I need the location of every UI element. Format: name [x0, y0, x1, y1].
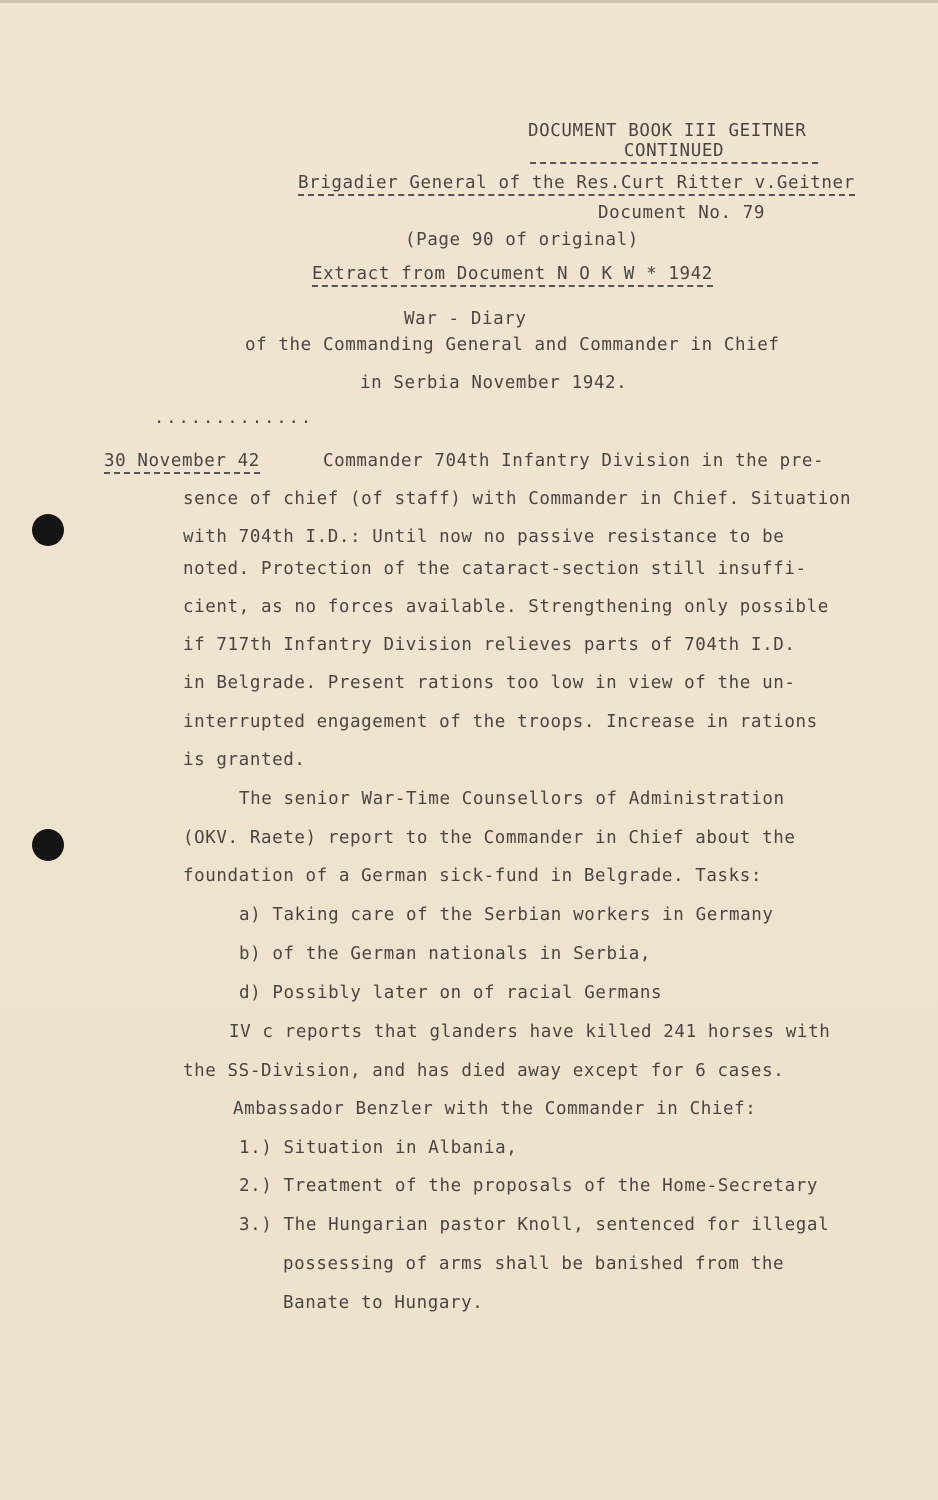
continued-label: CONTINUED: [530, 140, 818, 164]
body-line: possessing of arms shall be banished from the: [283, 1254, 785, 1274]
diary-subtitle: of the Commanding General and Commander in Chief: [245, 335, 780, 355]
body-line: Banate to Hungary.: [283, 1293, 484, 1313]
body-line: noted. Protection of the cataract-section still insuffi-: [183, 559, 807, 579]
body-line: b) of the German nationals in Serbia,: [239, 944, 652, 964]
body-line: (OKV. Raete) report to the Commander in Chief about the: [183, 828, 796, 848]
body-line: the SS-Division, and has died away except for 6 cases.: [183, 1061, 785, 1081]
date-label: 30 November 42: [104, 450, 260, 474]
body-line: 2.) Treatment of the proposals of the Home-Secretary: [239, 1176, 819, 1196]
body-line: interrupted engagement of the troops. Increase in rations: [183, 712, 818, 732]
body-line: IV c reports that glanders have killed 241 horses with: [229, 1022, 831, 1042]
diary-subtitle-2: in Serbia November 1942.: [360, 373, 628, 393]
body-line: sence of chief (of staff) with Commander in Chief. Situation: [183, 489, 852, 509]
body-line: with 704th I.D.: Until now no passive resistance to be: [183, 527, 785, 547]
body-line: is granted.: [183, 750, 306, 770]
page-reference: (Page 90 of original): [405, 230, 639, 250]
body-line: if 717th Infantry Division relieves parts of 704th I.D.: [183, 635, 796, 655]
body-line: 1.) Situation in Albania,: [239, 1138, 518, 1158]
punch-hole: [32, 514, 64, 546]
punch-hole: [32, 829, 64, 861]
separator-dots: .............: [154, 408, 314, 428]
person-name: Brigadier General of the Res.Curt Ritter v.Geitner: [298, 172, 855, 196]
body-line: a) Taking care of the Serbian workers in Germany: [239, 905, 774, 925]
extract-reference: Extract from Document N O K W * 1942: [312, 263, 713, 287]
diary-title: War - Diary: [404, 309, 527, 329]
body-line: The senior War-Time Counsellors of Administration: [239, 789, 785, 809]
body-line: Commander 704th Infantry Division in the pre-: [323, 451, 825, 471]
body-line: d) Possibly later on of racial Germans: [239, 983, 663, 1003]
document-number: Document No. 79: [598, 203, 766, 223]
body-line: Ambassador Benzler with the Commander in Chief:: [233, 1099, 757, 1119]
document-book-title: DOCUMENT BOOK III GEITNER: [528, 121, 807, 141]
page-top-edge: [0, 0, 938, 3]
body-line: cient, as no forces available. Strengthening only possible: [183, 597, 829, 617]
body-line: 3.) The Hungarian pastor Knoll, sentenced for illegal: [239, 1215, 830, 1235]
body-line: in Belgrade. Present rations too low in view of the un-: [183, 673, 796, 693]
body-line: foundation of a German sick-fund in Belgrade. Tasks:: [183, 866, 763, 886]
